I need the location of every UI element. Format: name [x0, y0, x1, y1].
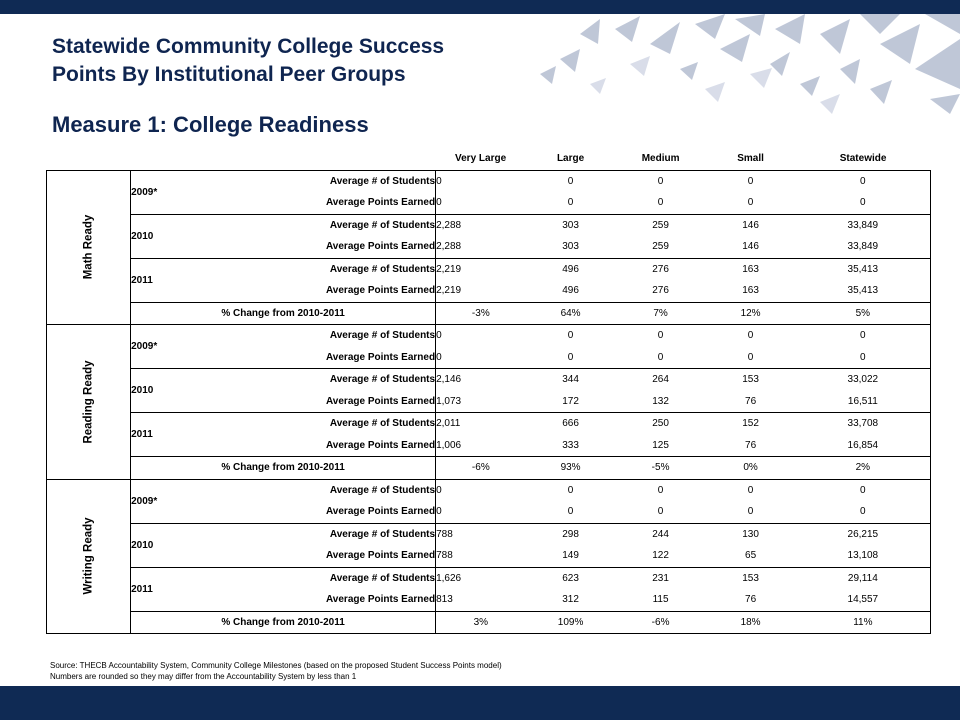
change-value: 12%	[706, 302, 796, 325]
value-cell: 132	[652, 395, 669, 407]
metric-label: Average Points Earned	[206, 347, 436, 369]
value-cell: 65	[745, 550, 757, 562]
readiness-table	[46, 148, 931, 634]
value-cell: 0	[796, 479, 931, 501]
table-row	[47, 479, 931, 501]
year-label: 2010	[131, 214, 206, 258]
value-cell: 26,215	[796, 523, 931, 545]
metric-label: Average # of Students	[206, 258, 436, 280]
value-cell: 0	[796, 170, 931, 192]
value-cell: 2,288	[436, 241, 462, 253]
value-cell: 2,219	[436, 258, 526, 280]
value-cell: 2,288	[436, 214, 526, 236]
value-cell: 0	[526, 325, 616, 347]
value-cell: 163	[742, 285, 759, 297]
table-row	[47, 413, 931, 435]
value-cell: 0	[567, 197, 574, 209]
metric-label: Average Points Earned	[206, 391, 436, 413]
value-cell: 312	[562, 594, 579, 606]
group-label: Writing Ready	[82, 517, 95, 595]
change-label: % Change from 2010-2011	[131, 611, 436, 634]
metric-label: Average # of Students	[206, 523, 436, 545]
year-label: 2009*	[131, 479, 206, 523]
metric-label: Average Points Earned	[206, 192, 436, 214]
metric-label: Average Points Earned	[206, 545, 436, 567]
value-cell: 0	[567, 506, 574, 518]
value-cell: 0	[616, 170, 706, 192]
value-cell: 0	[706, 479, 796, 501]
group-label-cell	[47, 170, 131, 325]
value-cell: 14,557	[796, 589, 931, 611]
value-cell: 0	[616, 325, 706, 347]
value-cell: 0	[706, 325, 796, 347]
group-label-cell	[47, 479, 131, 634]
value-cell: 2,146	[436, 369, 526, 391]
column-header: Medium	[641, 153, 680, 165]
year-label: 2011	[131, 258, 206, 302]
value-cell: 153	[706, 567, 796, 589]
value-cell: 250	[616, 413, 706, 435]
column-header: Small	[737, 153, 764, 165]
metric-label: Average Points Earned	[206, 435, 436, 457]
footer-notes	[50, 660, 502, 682]
change-value: 18%	[706, 611, 796, 634]
value-cell: 33,849	[796, 236, 931, 258]
title-line-1: Statewide Community College Success	[52, 35, 445, 58]
value-cell: 0	[706, 170, 796, 192]
value-cell: 33,849	[796, 214, 931, 236]
value-cell: 264	[616, 369, 706, 391]
value-cell: 788	[436, 523, 526, 545]
value-cell: 125	[652, 439, 669, 451]
value-cell: 813	[436, 594, 453, 606]
change-value: 5%	[796, 302, 931, 325]
value-cell: 1,073	[436, 395, 462, 407]
value-cell: 13,108	[796, 545, 931, 567]
value-cell: 0	[436, 479, 526, 501]
change-value: -3%	[436, 302, 526, 325]
table-row	[47, 258, 931, 280]
change-row	[47, 302, 931, 325]
metric-label: Average Points Earned	[206, 501, 436, 523]
change-value: -5%	[616, 457, 706, 480]
value-cell: 788	[436, 550, 453, 562]
value-cell: 496	[526, 258, 616, 280]
metric-label: Average # of Students	[206, 170, 436, 192]
value-cell: 16,854	[796, 435, 931, 457]
top-banner-bar	[0, 0, 960, 14]
group-label-cell	[47, 325, 131, 480]
value-cell: 153	[706, 369, 796, 391]
change-value: 2%	[796, 457, 931, 480]
metric-label: Average # of Students	[206, 214, 436, 236]
change-row	[47, 611, 931, 634]
value-cell: 231	[616, 567, 706, 589]
title-line-2: Points By Institutional Peer Groups	[52, 63, 406, 86]
change-value: 3%	[436, 611, 526, 634]
value-cell: 0	[657, 506, 664, 518]
value-cell: 259	[652, 241, 669, 253]
value-cell: 33,022	[796, 369, 931, 391]
star-decoration	[520, 14, 960, 124]
value-cell: 172	[562, 395, 579, 407]
metric-label: Average Points Earned	[206, 589, 436, 611]
value-cell: 0	[436, 197, 442, 209]
change-value: 93%	[526, 457, 616, 480]
value-cell: 0	[747, 197, 754, 209]
value-cell: 16,511	[796, 391, 931, 413]
change-label: % Change from 2010-2011	[131, 302, 436, 325]
value-cell: 122	[652, 550, 669, 562]
column-header: Very Large	[455, 153, 507, 165]
value-cell: 2,219	[436, 285, 462, 297]
value-cell: 76	[745, 594, 757, 606]
metric-label: Average # of Students	[206, 369, 436, 391]
value-cell: 149	[562, 550, 579, 562]
value-cell: 146	[742, 241, 759, 253]
metric-label: Average # of Students	[206, 479, 436, 501]
table-row	[47, 214, 931, 236]
value-cell: 333	[562, 439, 579, 451]
value-cell: 0	[526, 479, 616, 501]
change-value: -6%	[436, 457, 526, 480]
value-cell: 2,011	[436, 413, 526, 435]
value-cell: 0	[796, 501, 931, 523]
column-header: Statewide	[839, 153, 887, 165]
value-cell: 496	[562, 285, 579, 297]
value-cell: 0	[436, 170, 526, 192]
value-cell: 0	[796, 325, 931, 347]
value-cell: 0	[436, 351, 442, 363]
column-header: Large	[556, 153, 585, 165]
value-cell: 259	[616, 214, 706, 236]
value-cell: 0	[657, 351, 664, 363]
group-label: Reading Ready	[82, 360, 95, 444]
change-value: -6%	[616, 611, 706, 634]
value-cell: 0	[436, 325, 526, 347]
value-cell: 1,006	[436, 439, 462, 451]
value-cell: 298	[526, 523, 616, 545]
footer-source: Source: THECB Accountability System, Community College Milestones (based on the proposed Student Success Points model)	[50, 661, 502, 670]
year-label: 2010	[131, 369, 206, 413]
value-cell: 35,413	[796, 280, 931, 302]
year-label: 2009*	[131, 325, 206, 369]
value-cell: 623	[526, 567, 616, 589]
value-cell: 244	[616, 523, 706, 545]
table-row	[47, 369, 931, 391]
value-cell: 0	[526, 170, 616, 192]
footer-note: Numbers are rounded so they may differ from the Accountability System by less than 1	[50, 672, 357, 681]
value-cell: 303	[526, 214, 616, 236]
year-label: 2009*	[131, 170, 206, 214]
change-value: 7%	[616, 302, 706, 325]
table-row	[47, 523, 931, 545]
value-cell: 1,626	[436, 567, 526, 589]
value-cell: 33,708	[796, 413, 931, 435]
change-value: 109%	[526, 611, 616, 634]
metric-label: Average # of Students	[206, 567, 436, 589]
change-label: % Change from 2010-2011	[131, 457, 436, 480]
value-cell: 163	[706, 258, 796, 280]
change-value: 0%	[706, 457, 796, 480]
change-row	[47, 457, 931, 480]
value-cell: 0	[747, 351, 754, 363]
page-title	[52, 33, 444, 89]
value-cell: 276	[616, 258, 706, 280]
metric-label: Average # of Students	[206, 325, 436, 347]
value-cell: 0	[616, 479, 706, 501]
metric-label: Average # of Students	[206, 413, 436, 435]
value-cell: 666	[526, 413, 616, 435]
value-cell: 0	[436, 506, 442, 518]
value-cell: 0	[796, 192, 931, 214]
metric-label: Average Points Earned	[206, 236, 436, 258]
value-cell: 146	[706, 214, 796, 236]
value-cell: 35,413	[796, 258, 931, 280]
value-cell: 152	[706, 413, 796, 435]
value-cell: 130	[706, 523, 796, 545]
value-cell: 344	[526, 369, 616, 391]
year-label: 2011	[131, 567, 206, 611]
table-row	[47, 325, 931, 347]
value-cell: 76	[745, 395, 757, 407]
value-cell: 303	[562, 241, 579, 253]
value-cell: 29,114	[796, 567, 931, 589]
value-cell: 276	[652, 285, 669, 297]
group-label: Math Ready	[82, 214, 95, 280]
value-cell: 0	[747, 506, 754, 518]
value-cell: 0	[796, 347, 931, 369]
change-value: 64%	[526, 302, 616, 325]
table-row	[47, 170, 931, 192]
column-header-row	[47, 148, 931, 170]
bottom-banner-bar	[0, 686, 960, 720]
value-cell: 115	[652, 594, 669, 606]
metric-label: Average Points Earned	[206, 280, 436, 302]
value-cell: 76	[745, 439, 757, 451]
year-label: 2010	[131, 523, 206, 567]
year-label: 2011	[131, 413, 206, 457]
table-row	[47, 567, 931, 589]
value-cell: 0	[657, 197, 664, 209]
measure-subtitle: Measure 1: College Readiness	[52, 112, 369, 137]
change-value: 11%	[796, 611, 931, 634]
value-cell: 0	[567, 351, 574, 363]
